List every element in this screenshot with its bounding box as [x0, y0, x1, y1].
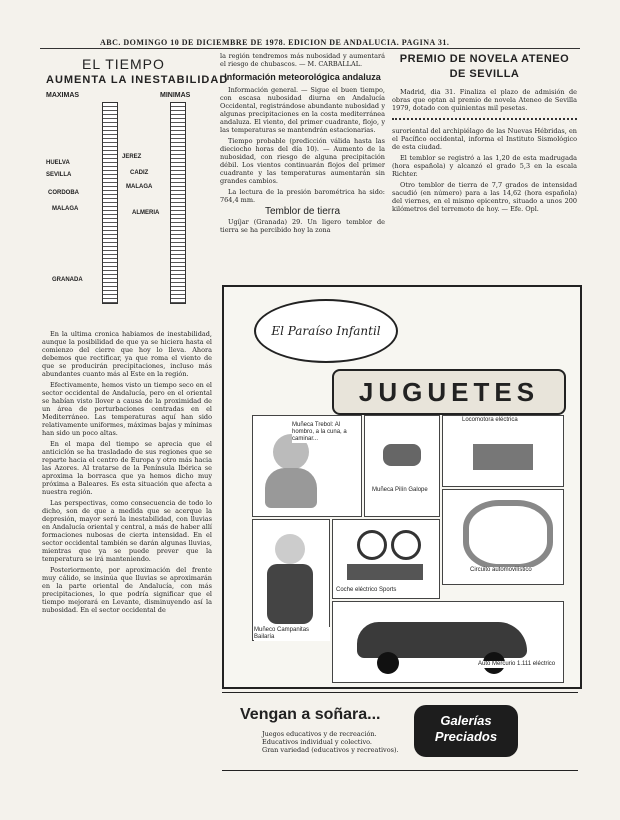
paragraph: Tiempo probable (predicción válida hasta las dieciocho horas del día 10). — Aumento de la nubosidad, con riesgo de alguna precipitación débil. Los vientos continuarán flojos del primer cuadrante y las temperaturas aumentarán sin grandes cambios.: [220, 137, 385, 185]
train-shape: [473, 444, 533, 470]
puppet-head-shape: [275, 534, 305, 564]
paragraph: El temblor se registró a las 1,20 de esta madrugada (hora española) y alcanzó el grado 5,3 en la escala Richter.: [392, 154, 577, 178]
page-header: ABC. DOMINGO 10 DE DICIEMBRE DE 1978. EDICION DE ANDALUCIA. PAGINA 31.: [100, 38, 450, 47]
weather-kicker: EL TIEMPO: [82, 56, 165, 72]
label-minimas: MINIMAS: [160, 92, 191, 99]
caption: Locomotora eléctrica: [462, 417, 552, 424]
paragraph: Información general. — Sigue el buen tiempo, con escasa nubosidad diurna en Andalucía Occidental, registrándose abundante nubosidad y algunas precipitaciones en la costa mediterránea andaluza. El viento, del primer cuadrante, flojo, y las temperaturas se mantendrán estacionarias.: [220, 86, 385, 134]
ad-separator: [222, 692, 578, 693]
paragraph: Ugíjar (Granada) 29. Un ligero temblor de tierra se ha percibido hoy la zona: [220, 218, 385, 234]
car-photo: [332, 601, 564, 683]
caption: Muñeca Trebol: Al hombro, a la cuna, a caminar...: [292, 422, 352, 443]
bullet-item: Gran variedad (educativos y recreativos).: [262, 746, 399, 754]
paragraph: la región tendremos más nubosidad y aumentará el riesgo de chubascos. — M. CARBALLAL.: [220, 52, 385, 68]
train-photo: [442, 415, 564, 487]
paragraph: La lectura de la presión barométrica ha sido: 764,4 mm.: [220, 188, 385, 204]
dotted-separator: [392, 118, 577, 123]
info-title: Información meteorológica andaluza: [224, 72, 381, 82]
bullet-item: Juegos educativos y de recreación.: [262, 730, 377, 738]
city-label: GRANADA: [52, 277, 83, 283]
caption: Muñeca Pilín Galope: [372, 487, 430, 494]
puppet-body-shape: [267, 564, 313, 624]
bullet-item: Educativos individual y colectivo.: [262, 738, 372, 746]
paragraph: En el mapa del tiempo se aprecia que el anticiclón se ha trasladado de sus regiones que se reparte hacia el centro de Europa y otro más hacia las Azores. Al tratarse de la Península Ibérica se aproxima la borrasca que ya hemos dicho muy próxima a Baleares. Es esta situación que afecta a nuestra región.: [42, 440, 212, 496]
middle-column: [220, 52, 385, 280]
brand-line: Preciados: [434, 729, 498, 744]
paragraph: Madrid, dia 31. Finaliza el plazo de admisión de obras que optan al premio de novela Ateneo de Sevilla 1979, dotado con quinientas mil pesetas.: [392, 88, 577, 112]
quake-article: [392, 127, 577, 213]
bottom-rule: [222, 770, 578, 771]
car-shape: [347, 564, 423, 580]
city-label: JEREZ: [122, 154, 142, 160]
paragraph: Las perspectivas, como consecuencia de todo lo dicho, son de que a medida que se acerque la depresión, mayor será la inestabilidad, con lluvias en Andalucía oriental y central, a más de haber allí formaciones nubosas de cierta intensidad. En el sector occidental también se darán algunas lluvias, mientras que ya se puede prever que la temperatura se irá manteniendo.: [42, 499, 212, 563]
right-column: [392, 52, 577, 216]
puppet-photo: [252, 519, 330, 641]
thermometer-left: [102, 102, 118, 304]
bubble-text: El Paraíso Infantil: [271, 324, 381, 338]
paragraph: Posteriormente, por aproximación del frente muy cálido, se insinúa que lluvias se aproximarán en la parte oriental de Andalucía, con más precipitaciones, lo que podría significar que el tiempo mejorará en Levante, disminuyendo así la nubosidad. En el sector occidental de: [42, 566, 212, 614]
prize-title: PREMIO DE NOVELA ATENEO DE SEVILLA: [399, 53, 570, 80]
weather-headline: AUMENTA LA INESTABILIDAD: [46, 74, 229, 86]
horse-body-shape: [383, 444, 421, 466]
weather-article: [42, 330, 212, 808]
label-maximas: MAXIMAS: [46, 92, 80, 99]
city-label: CADIZ: [130, 170, 149, 176]
ad-slogan: Vengan a soñara...: [240, 706, 381, 723]
banner-juguetes: JUGUETES: [332, 369, 566, 415]
caption: Circuito automovilístico: [470, 567, 560, 574]
horse-photo: [364, 415, 440, 517]
city-label: HUELVA: [46, 160, 70, 166]
quake-title: Temblor de tierra: [264, 206, 341, 217]
caption: Muñeco Campanitas Bailaría: [254, 627, 330, 641]
prize-article: [392, 88, 577, 112]
paragraph: En la ultima cronica habiamos de inestabilidad, aunque la posibilidad de que ya se hiciera hasta el comienzo del cierre que hoy lo lleva. Ahora debemos que rectificar, ya que roma el viento de que se producirán precipitaciones, incluso más abundantes cuanto más al Este en la región.: [42, 330, 212, 378]
galerias-preciados-logo: [414, 705, 518, 757]
paragraph: Otro temblor de tierra de 7,7 grados de intensidad sacudió (en número) para a las 14,62 (hora española) del viernes, en el mismo epicentro, situado a unos 200 kilómetros del terremoto de hoy. — Efe. Opl.: [392, 181, 577, 213]
brand-line: Galerías: [440, 713, 492, 728]
thermometer-right: [170, 102, 186, 304]
ad-bullets: [262, 730, 412, 754]
city-label: SEVILLA: [46, 172, 72, 178]
paragraph: Efectivamente, hemos visto un tiempo seco en el sector occidental de Andalucía, pero en el oriental se habían visto llover a causa de la proximidad de un área de perturbaciones centradas en el Mediterráneo. Las temperaturas aquí han sido relativamente uniformes, máximas bajas y mínimas han sido un poco altas.: [42, 381, 212, 437]
bubble-headline: [254, 299, 398, 363]
weather-graphic: [42, 52, 229, 327]
toy-advertisement: [222, 285, 582, 689]
reel-shape: [391, 530, 421, 560]
caption: Auto Mercurio 1.111 eléctrico: [478, 661, 560, 668]
city-label: CORDOBA: [48, 190, 79, 196]
caption: Coche eléctrico Sports: [336, 587, 432, 594]
header-rule: [40, 48, 580, 49]
city-label: ALMERIA: [132, 210, 160, 216]
track-shape: [463, 500, 553, 570]
city-label: MALAGA: [126, 184, 153, 190]
reel-shape: [357, 530, 387, 560]
doll-dress-shape: [265, 468, 317, 508]
wheel-shape: [377, 652, 399, 674]
city-label: MALAGA: [52, 206, 79, 212]
paragraph: suroriental del archipiélago de las Nuevas Hébridas, en el Pacífico occidental, informa el Instituto Sismológico de esta ciudad.: [392, 127, 577, 151]
